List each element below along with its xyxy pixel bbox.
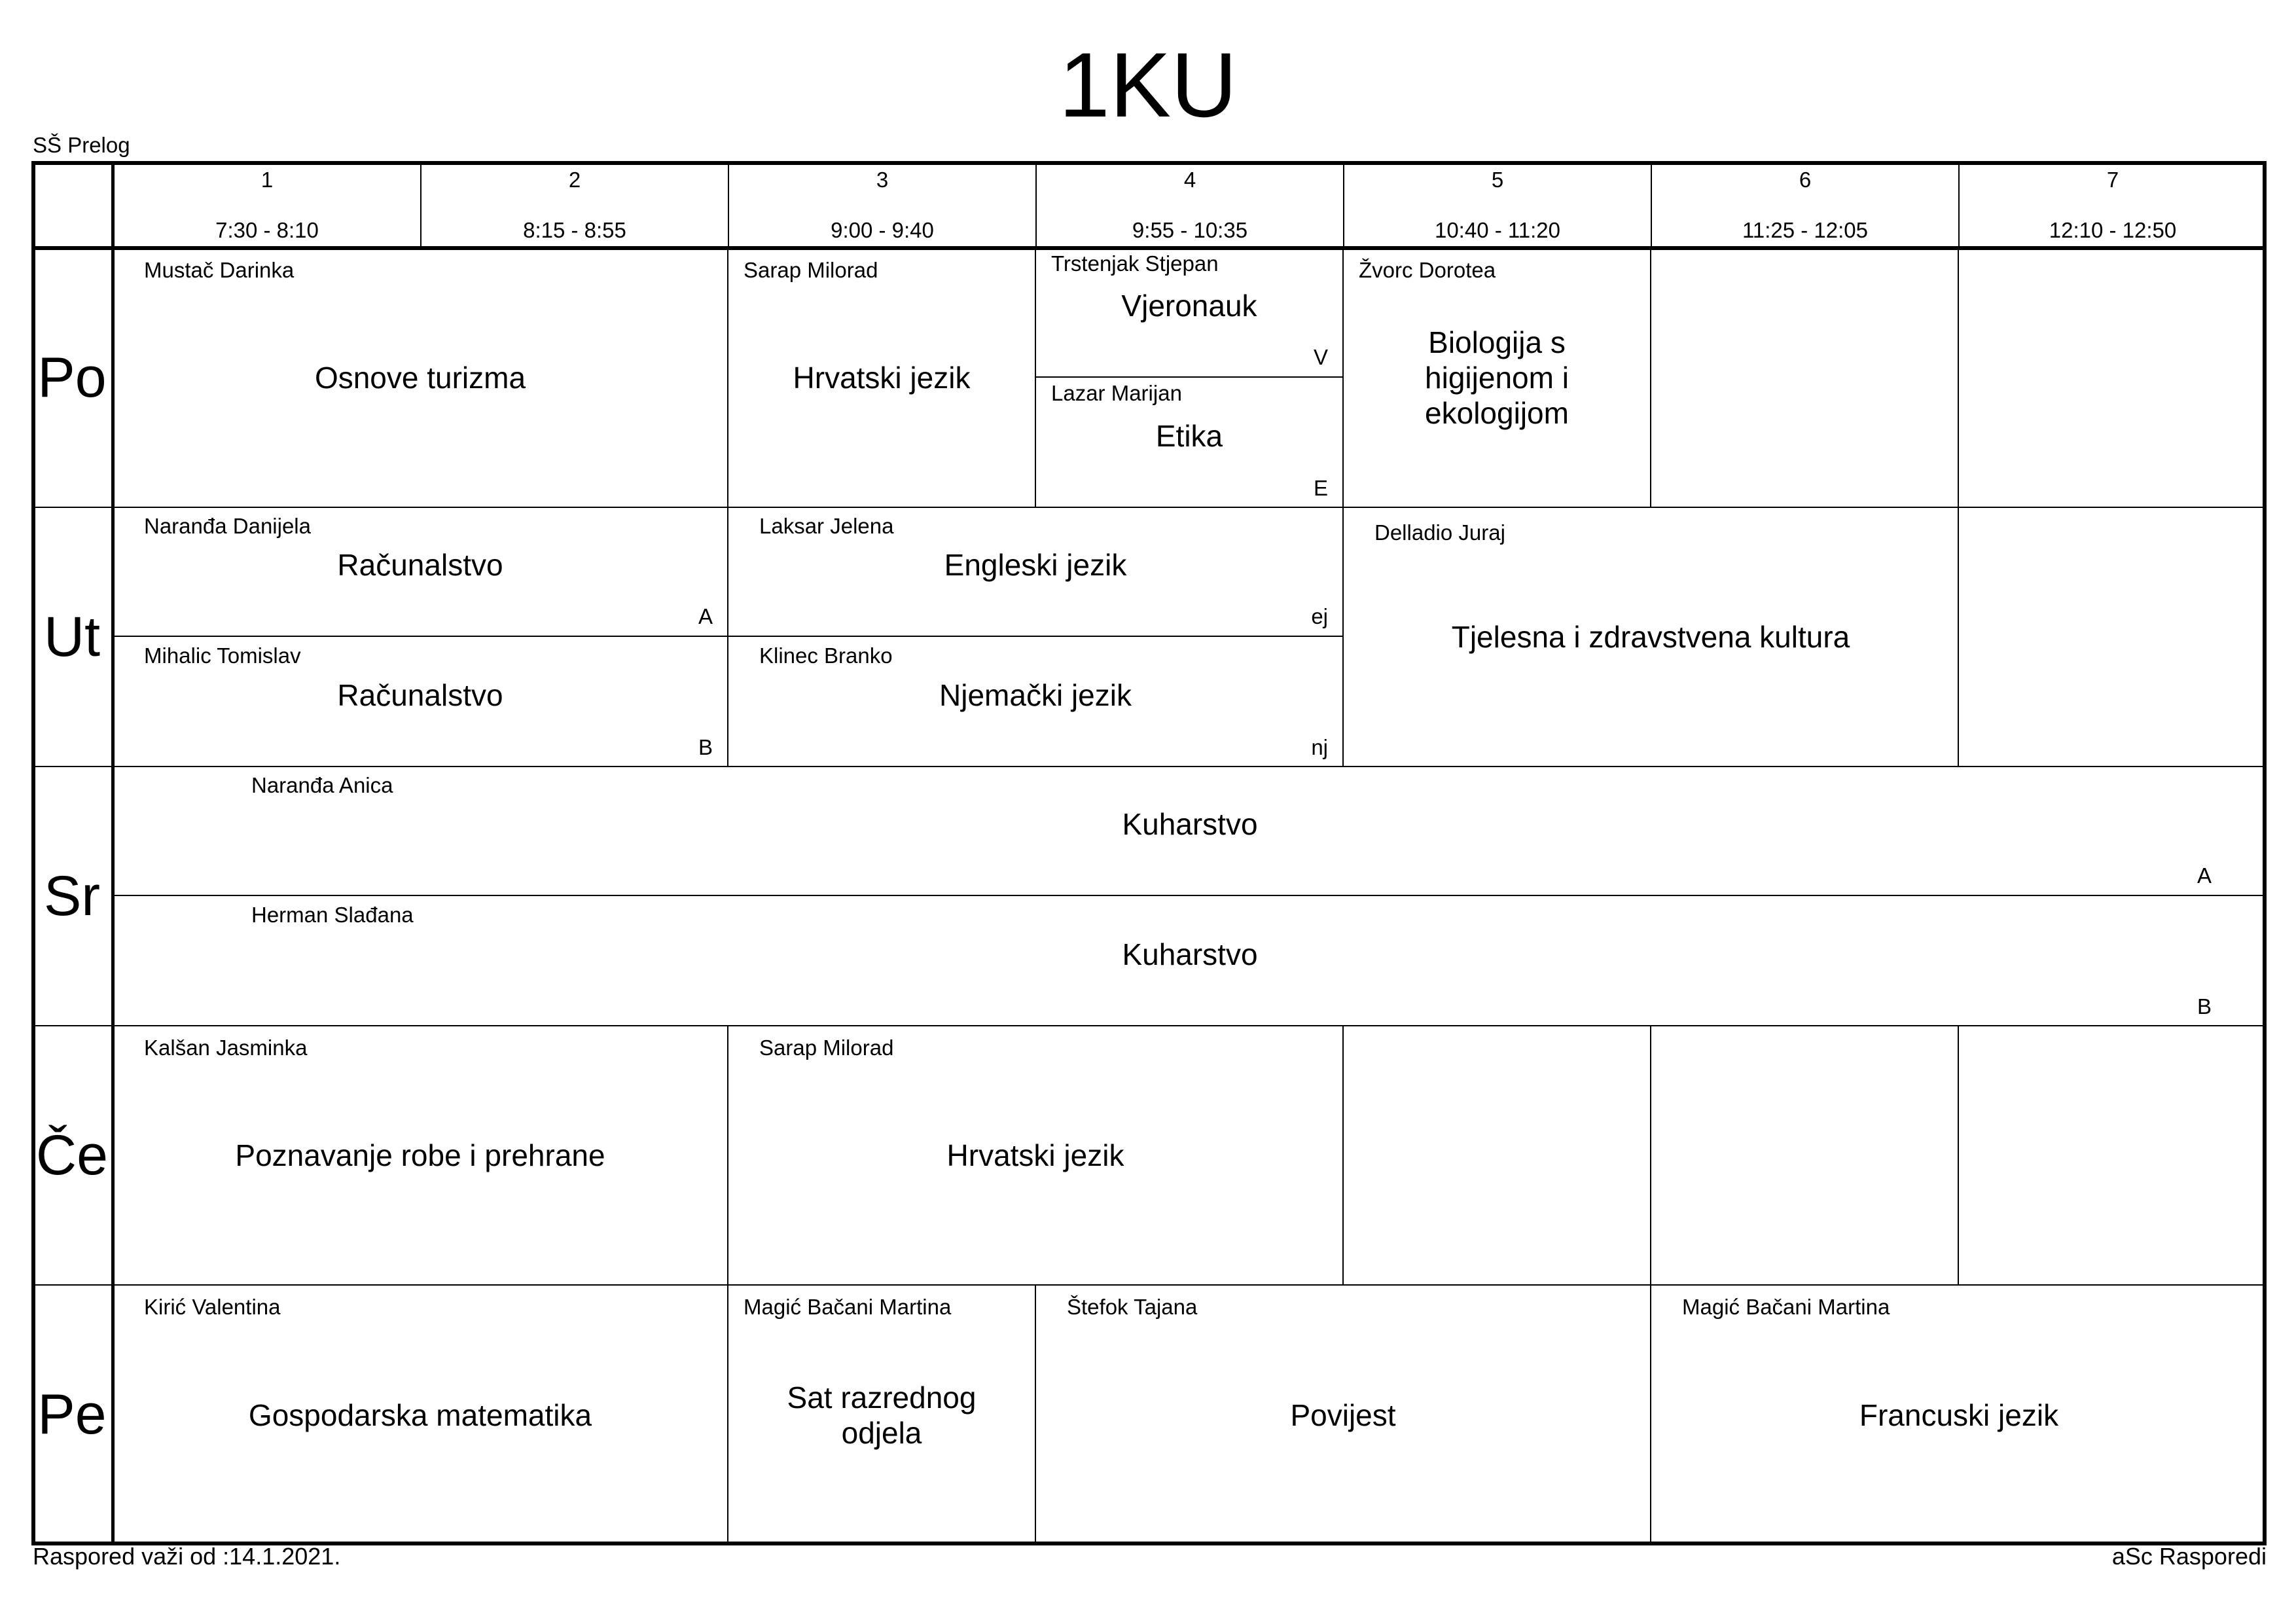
valid-from-note: Raspored važi od :14.1.2021. [33,1543,341,1570]
teacher-name: Sarap Milorad [744,258,878,282]
teacher-name: Magić Bačani Martina [744,1295,952,1319]
period-time: 9:00 - 9:40 [831,218,934,242]
lesson-cell [1344,248,1651,507]
group-label: ej [1311,604,1328,628]
period-number: 6 [1799,168,1812,192]
subject-name: Engleski jezik [944,548,1127,582]
day-label: Če [36,1123,108,1187]
subject-name: Poznavanje robe i prehrane [235,1138,605,1172]
lesson-cell [113,767,2267,896]
teacher-name: Mihalic Tomislav [144,643,301,668]
teacher-name: Herman Slađana [251,903,414,927]
teacher-name: Laksar Jelena [759,514,894,538]
period-time: 7:30 - 8:10 [215,218,319,242]
subject-name: Njemački jezik [939,678,1132,712]
group-label: B [698,735,713,759]
subject-name: Hrvatski jezik [946,1138,1124,1172]
subject-name: Kuharstvo [1122,937,1258,971]
school-name: SŠ Prelog [33,133,130,157]
period-time: 9:55 - 10:35 [1132,218,1248,242]
period-number: 3 [876,168,889,192]
subject-name: Kuharstvo [1122,807,1258,841]
subject-name: Vjeronauk [1121,289,1257,323]
teacher-name: Kirić Valentina [144,1295,281,1319]
teacher-name: Trstenjak Stjepan [1051,251,1219,276]
lesson-cell [1651,1285,2267,1545]
lesson-cell [728,637,1344,767]
subject-name: Računalstvo [337,548,503,582]
teacher-name: Naranđa Danijela [144,514,311,538]
day-label: Sr [44,864,100,928]
lesson-cell [728,1285,1036,1545]
empty-cell [1344,1026,1651,1285]
subject-name: Francuski jezik [1859,1398,2059,1432]
lesson-cell [1344,507,1959,767]
period-time: 11:25 - 12:05 [1742,218,1869,242]
teacher-name: Klinec Branko [759,643,893,668]
period-time: 8:15 - 8:55 [523,218,626,242]
software-credit: aSc Rasporedi [2111,1543,2267,1570]
lesson-cell [728,248,1036,507]
teacher-name: Štefok Tajana [1067,1295,1198,1319]
group-label: A [2197,863,2212,888]
day-label: Po [37,346,107,409]
period-time: 12:10 - 12:50 [2049,218,2177,242]
teacher-name: Kalšan Jasminka [144,1036,308,1060]
day-label: Ut [44,605,100,668]
subject-name: Hrvatski jezik [793,361,971,395]
lesson-cell [1036,378,1344,507]
subject-name: Povijest [1290,1398,1396,1432]
lesson-cell [728,507,1344,637]
group-label: E [1313,476,1328,500]
teacher-name: Lazar Marijan [1051,381,1182,405]
subject-name: Sat razrednog odjela [787,1380,977,1450]
lesson-cell [113,248,728,507]
lesson-cell [113,1285,728,1545]
lesson-cell [728,1026,1344,1285]
group-label: B [2197,994,2212,1019]
lesson-cell [113,637,728,767]
empty-cell [1651,248,1959,507]
lesson-cell [113,896,2267,1026]
day-label: Pe [37,1382,107,1446]
teacher-name: Sarap Milorad [759,1036,894,1060]
subject-name: Gospodarska matematika [248,1398,592,1432]
empty-cell [1651,1026,1959,1285]
teacher-name: Mustač Darinka [144,258,295,282]
teacher-name: Žvorc Dorotea [1359,258,1496,282]
subject-name: Biologija s higijenom i ekologijom [1425,325,1569,430]
timetable-grid [31,161,2267,1545]
period-number: 2 [568,168,581,192]
period-number: 7 [2106,168,2119,192]
group-label: A [698,604,713,628]
lesson-cell [113,1026,728,1285]
subject-name: Etika [1155,419,1223,453]
period-number: 1 [260,168,274,192]
period-number: 4 [1183,168,1196,192]
page-title: 1KU [1058,33,1238,136]
subject-name: Tjelesna i zdravstvena kultura [1451,620,1850,654]
teacher-name: Delladio Juraj [1374,520,1505,545]
period-number: 5 [1491,168,1504,192]
subject-name: Računalstvo [337,678,503,712]
lesson-cell [113,507,728,637]
group-label: V [1313,345,1328,369]
teacher-name: Naranđa Anica [251,773,393,797]
group-label: nj [1311,735,1328,759]
period-time: 10:40 - 11:20 [1434,218,1561,242]
lesson-cell [1036,1285,1651,1545]
subject-name: Osnove turizma [314,361,526,395]
lesson-cell [1036,248,1344,378]
teacher-name: Magić Bačani Martina [1682,1295,1890,1319]
